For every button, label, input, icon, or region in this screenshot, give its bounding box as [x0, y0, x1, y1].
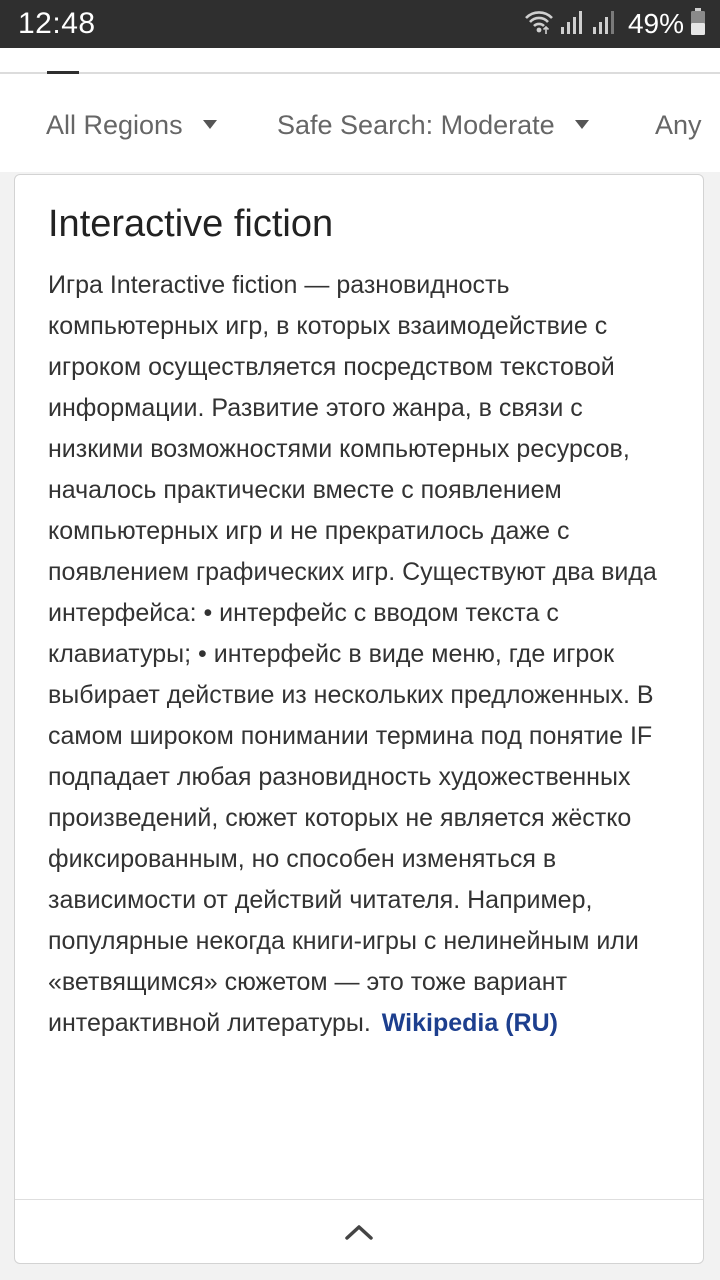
collapse-button[interactable] [339, 1212, 379, 1252]
chevron-up-icon [344, 1223, 374, 1241]
source-link[interactable]: Wikipedia (RU) [381, 1009, 558, 1037]
region-filter-dropdown[interactable] [46, 108, 217, 142]
status-icons [524, 8, 706, 40]
card-description-text: Игра Interactive fiction — разновидность компьютерных игр, в которых взаимодействие с игроком осуществляется посредством текстовой информации. Развитие этого жанра, в связи с низкими возможностями компьютерных ресурсов, началось практически вместе с появлением компьютерных игр и не прекратилось даже с появлением графических игр. Существуют два вида интерфейса: • интерфейс с вводом текста с клавиатуры; • интерфейс в виде меню, где игрок выбирает действие из нескольких предложенных. В самом широком понимании термина под понятие IF подпадает любая разновидность художественных произведений, сюжет которых не является жёстко фиксированным, но способен изменяться в зависимости от действий читателя. Например, популярные некогда книги-игры с нелинейным или «ветвящимся» сюжетом — это тоже вариант интерактивной литературы. [48, 271, 657, 1037]
time-filter-dropdown[interactable] [655, 108, 702, 142]
signal-icon [560, 9, 586, 40]
region-filter-label: All Regions [46, 110, 183, 140]
filters-row [0, 74, 720, 172]
caret-down-icon [575, 120, 589, 129]
card-description [48, 265, 684, 1044]
card-title: Interactive fiction [48, 203, 334, 245]
info-card [14, 174, 704, 1264]
battery-percent: 49% [627, 8, 684, 39]
search-filter-bar [0, 48, 720, 172]
caret-down-icon [203, 120, 217, 129]
safe-search-label: Safe Search: Moderate [277, 110, 555, 140]
time-filter-label: Any [655, 110, 702, 140]
status-bar [0, 0, 720, 48]
card-footer [15, 1199, 703, 1263]
wifi-icon [524, 9, 554, 40]
status-time: 12:48 [18, 7, 96, 40]
signal-icon [592, 9, 618, 40]
safe-search-dropdown[interactable] [277, 108, 589, 142]
battery-icon [690, 8, 706, 41]
